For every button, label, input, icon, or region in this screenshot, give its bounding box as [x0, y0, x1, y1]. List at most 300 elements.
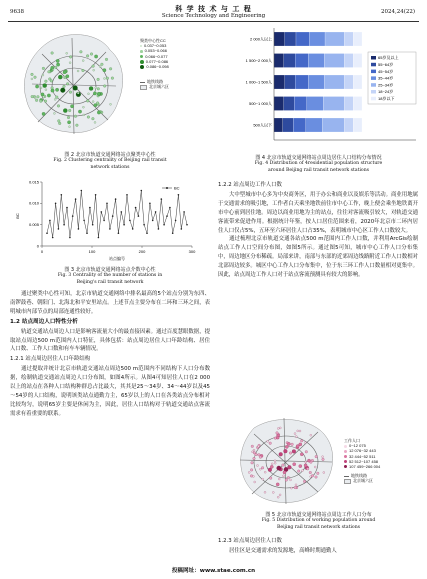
station-node: [97, 87, 100, 90]
fig5-legend-swatch: [344, 460, 347, 463]
station-node: [306, 468, 309, 471]
fig4-legend-swatch: [371, 97, 376, 101]
fig3-point: [166, 215, 168, 217]
fig3-point: [83, 220, 85, 222]
station-node: [300, 440, 303, 443]
station-node: [82, 106, 84, 108]
station-node: [92, 65, 95, 68]
station-node: [58, 122, 61, 125]
station-node: [34, 97, 36, 99]
fig3-point: [123, 224, 125, 226]
station-node: [248, 471, 250, 473]
station-node: [300, 453, 303, 456]
fig3-point: [169, 207, 171, 209]
fig5-legend-title: 工作人口: [344, 438, 360, 443]
station-node: [315, 455, 318, 458]
station-node: [279, 494, 281, 496]
fig3-point: [121, 211, 123, 213]
station-node: [315, 476, 318, 479]
station-node: [297, 430, 299, 432]
station-node: [43, 84, 47, 88]
station-node: [267, 440, 269, 442]
station-node: [307, 459, 310, 462]
station-node: [284, 449, 288, 453]
fig5-legend-label: 52 512~107 458: [349, 458, 379, 464]
fig4-bar-segment: [283, 118, 294, 132]
section-1-2-2-heading: 1.2.2 站点周边工作人口数: [218, 182, 282, 188]
station-node: [89, 86, 93, 90]
fig3-point: [149, 203, 151, 205]
station-node: [294, 486, 297, 489]
right-column-tail: [218, 536, 418, 556]
station-node: [297, 470, 300, 473]
station-node: [285, 479, 288, 482]
station-node: [257, 465, 259, 467]
station-node: [285, 445, 288, 448]
fig3-xtick-label: 300: [188, 249, 196, 254]
station-node: [274, 460, 276, 462]
fig3-point: [49, 220, 51, 222]
station-node: [274, 462, 276, 464]
station-node: [110, 103, 112, 105]
station-node: [277, 466, 281, 470]
right-para-1: 大中型城市中心多为中央商务区，用于办公和商业以及娱乐等活动。商业用地属于交通需求的吸引地，工作者白天乘坐地铁前往市中心工作，晚上便会乘坐地铁离开市中心前到居住地。周边以商业用地为主的站点，往往对客流吸引较大，对轨道交通客流带来促进作用。根据统计年鉴，按人口居住范围来看，2020年北京市二环内居住人口仅占5%，五环至六环居住人口占35%，表明城市中心区工作人口数较大。: [218, 191, 418, 234]
station-node: [42, 96, 44, 98]
fig4-legend-label: 18~24岁: [378, 89, 394, 95]
fig4-bar-segment: [308, 75, 324, 89]
fig3-xlabel: 站点编号: [109, 256, 125, 261]
fig4-legend-swatch: [371, 70, 376, 74]
station-node: [31, 73, 34, 76]
station-node: [35, 99, 38, 102]
right-para-3: 居住区是交通需求的发源地，高峰时期通勤人: [229, 547, 337, 554]
fig2-legend-label: 0.053~0.066: [144, 48, 167, 54]
fig5-map: [226, 410, 346, 510]
station-node: [37, 95, 40, 98]
fig3-point: [78, 228, 80, 230]
station-node: [51, 66, 54, 69]
fig4-legend-label: 55~64岁: [378, 62, 394, 67]
station-node: [282, 464, 285, 467]
fig4-legend-swatch: [371, 63, 376, 67]
fig4-legend-label: 25~34岁: [378, 82, 394, 88]
station-node: [264, 491, 266, 493]
station-node: [290, 487, 292, 489]
right-para-2: 通过梳理北京市轨道交通各站点500 m范围内工作人口数，并利用ArcGis绘制站点工作人口空间分布图，如图5所示。通过图5可知，城市中心工作人口分布集中，周边地区分布稀疏。局部来讲，南部与东部的近郊周边线路附近工作人口数相对北部周边较多。城区中心工作人口分布集中，位于东三环工作人口数量相对更集中。因此，站点周边工作人口对于站点客流预测具有较大的影响。: [218, 236, 418, 279]
fig2-legend-swatch: [140, 45, 142, 47]
station-node: [55, 88, 58, 91]
station-node: [57, 105, 60, 108]
fig3-point: [135, 207, 137, 209]
fig3-caption-en-2: Beijing's rail transit network: [76, 280, 144, 285]
fig4-legend-label: 45~54岁: [378, 68, 394, 74]
header-rule: [8, 21, 419, 22]
station-node: [94, 55, 97, 58]
fig4-bar-segment: [274, 32, 285, 46]
fig4-bar-segment: [344, 54, 353, 68]
fig3-point: [126, 194, 128, 196]
station-node: [269, 442, 272, 445]
station-node: [323, 472, 325, 474]
fig2-legend-line: 地铁线路: [140, 79, 212, 84]
station-node: [295, 436, 297, 438]
fig3-point: [86, 232, 88, 234]
fig4-bar-segment: [274, 54, 284, 68]
fig3-point: [129, 220, 131, 222]
station-node: [261, 467, 264, 470]
station-node: [50, 80, 53, 83]
fig3-xtick-label: 0: [40, 249, 44, 254]
station-node: [69, 56, 72, 59]
fig3-point: [172, 232, 174, 234]
station-node: [278, 478, 280, 480]
station-node: [251, 445, 254, 448]
station-node: [310, 434, 312, 436]
station-node: [67, 116, 70, 119]
station-node: [287, 442, 290, 445]
station-node: [58, 75, 62, 79]
fig3-ytick-label: 0: [36, 243, 39, 249]
fig4-bar-segment: [293, 118, 305, 132]
station-node: [104, 78, 106, 80]
fig4-legend-swatch: [371, 83, 376, 87]
fig3-ytick-label: 0.010: [28, 200, 39, 206]
station-node: [56, 63, 59, 66]
station-node: [103, 69, 106, 72]
station-node: [87, 116, 90, 119]
fig3-ytick-label: 0.005: [28, 222, 39, 228]
fig2-legend-swatch: [140, 55, 143, 58]
fig4-category-label: 1 500~2 000人: [245, 58, 272, 63]
station-node: [322, 458, 325, 461]
fig3-point: [58, 228, 60, 230]
fig3-point: [98, 237, 100, 239]
fig5-legend-items: [344, 443, 416, 469]
station-node: [82, 69, 85, 72]
station-node: [66, 52, 68, 54]
station-node: [96, 102, 99, 105]
fig4-bar-segment: [274, 118, 283, 132]
station-node: [299, 465, 302, 468]
station-node: [279, 427, 281, 429]
station-node: [80, 50, 83, 53]
station-node: [92, 101, 94, 103]
fig4-caption-en-2: around Beijing rail transit network stations: [267, 168, 370, 173]
station-node: [304, 442, 306, 444]
fig5-legend-label: 0~12 075: [349, 443, 366, 449]
station-node: [40, 87, 42, 89]
station-node: [103, 85, 106, 88]
station-node: [63, 85, 66, 88]
fig3-point: [138, 215, 140, 217]
fig3-point: [81, 190, 83, 192]
fig2-legend-swatch: [140, 65, 144, 69]
station-node: [305, 461, 307, 463]
station-node: [314, 466, 316, 468]
fig5-legend-swatch: [344, 465, 347, 468]
station-node: [42, 74, 44, 76]
fig2-legend: [140, 38, 212, 90]
station-node: [269, 477, 272, 480]
fig4-bar-segment: [284, 54, 295, 68]
fig4-bar-segment: [353, 32, 362, 46]
station-node: [60, 88, 65, 93]
station-node: [295, 484, 297, 486]
fig4-bar-segment: [308, 54, 324, 68]
fig3-point: [118, 232, 120, 234]
station-node: [252, 451, 254, 453]
fig4-bar-segment: [285, 75, 296, 89]
fig3-point: [115, 198, 117, 200]
station-node: [66, 82, 69, 85]
station-node: [296, 445, 299, 448]
station-node: [287, 476, 290, 479]
station-node: [47, 94, 50, 97]
station-node: [86, 55, 89, 58]
page-number: 9638: [10, 9, 24, 15]
fig4-bar-segment: [296, 32, 309, 46]
station-node: [74, 115, 77, 118]
journal-title-cn: 科 学 技 术 与 工 程: [175, 4, 252, 13]
fig3-point: [181, 228, 183, 230]
station-node: [31, 78, 33, 80]
fig3-point: [55, 203, 57, 205]
fig4-bar-segment: [344, 118, 353, 132]
fig5-legend-label: 107 459~266 004: [349, 464, 381, 470]
fig3-point: [103, 220, 105, 222]
fig4-bar-segment: [344, 75, 353, 89]
fig5-legend-region: 北京城六区: [344, 478, 416, 483]
left-para-1: 通过聚类中心性可知，北京市轨道交通网络中排名最高的5个站点分别为东四、南锣鼓巷、朝阳门、北海北和平安里站点。上述节点主要分布在二环和三环之间，表明城市内部节点的局部连通性较好。: [10, 291, 210, 315]
station-node: [288, 465, 292, 469]
fig3-point: [112, 215, 114, 217]
station-node: [63, 109, 67, 113]
station-node: [299, 430, 301, 432]
figure-2: [12, 26, 212, 151]
station-node: [270, 465, 273, 468]
station-node: [54, 66, 57, 69]
station-node: [99, 66, 101, 68]
fig2-legend-label: 0.037~0.053: [144, 43, 167, 49]
station-node: [68, 109, 71, 112]
station-node: [88, 93, 90, 95]
left-para-3: 通过提取并统计北京市轨道交通站点周边500 m范围内不同结构下人口分布数据，绘制轨道交通站点周边人口分布图，如图4所示。从图4可知居住人口在2 000以上的站点在各种人口结构种群总占比最大，其其是25～34岁、34～44岁以及45～54岁的人口结构，说明该类站点通勤力主，65岁以上的人口在各类站点分布相对比较均匀，说明65岁主要是休闲为主，因此，居住人口结构对于轨道交通站点客流需求有着重要的联系。: [10, 366, 210, 417]
fig5-legend-line: 地铁线路: [344, 473, 416, 478]
fig4-legend-swatch: [371, 56, 376, 60]
fig4-bar-segment: [307, 97, 324, 111]
station-node: [70, 105, 73, 108]
fig3-point: [101, 211, 103, 213]
fig3-point: [63, 224, 65, 226]
station-node: [283, 471, 286, 474]
fig4-legend-swatch: [371, 76, 376, 80]
fig2-caption-en-1: Fig. 2 Clustering centrality of Beijing rail transit: [53, 158, 167, 163]
fig4-caption-en-1: Fig. 4 Distribution of 4residential population structure: [254, 161, 383, 166]
station-node: [31, 95, 34, 98]
fig3-point: [89, 207, 91, 209]
station-node: [86, 100, 89, 103]
fig3-point: [69, 237, 71, 239]
fig3-legend-label: BC: [174, 185, 180, 191]
fig3-point: [143, 224, 145, 226]
fig3-point: [72, 215, 74, 217]
fig3-point: [175, 220, 177, 222]
station-node: [90, 53, 93, 56]
fig4-bar-segment: [274, 97, 284, 111]
station-node: [276, 432, 279, 435]
fig2-map: [12, 26, 137, 146]
station-node: [82, 60, 84, 62]
figure-3-chart: [12, 176, 202, 264]
fig4-legend-swatch: [371, 90, 376, 94]
fig2-caption-en-2: network stations: [90, 165, 130, 170]
fig4-legend-label: 18岁以下: [378, 96, 395, 101]
left-para-2: 轨道交通站点周边人口是影响客流量大小的最直接因素。通过百度慧眼数据，提取站点周边500 m范围内人口特征，具体包括：站点周边居住人口年龄结构、居住人口数、工作人口数和有车车辆情况。: [10, 328, 210, 353]
station-node: [292, 450, 296, 454]
fig3-point: [163, 224, 165, 226]
issue-info: 2024,24(22): [380, 9, 415, 15]
fig3-caption-cn: 图 3 北京市轨道交通网络站点介数中心性: [64, 267, 156, 273]
station-node: [105, 58, 108, 61]
fig3-point: [186, 224, 188, 226]
station-node: [111, 77, 114, 80]
fig3-point: [106, 203, 108, 205]
fig3-point: [178, 194, 180, 196]
station-node: [56, 59, 59, 62]
fig3-point: [146, 232, 148, 234]
fig4-bar-segment: [353, 97, 362, 111]
fig2-legend-label: 0.086~0.098: [146, 64, 169, 70]
fig3-point: [183, 211, 185, 213]
station-node: [45, 80, 48, 83]
station-node: [97, 92, 100, 95]
fig3-point: [161, 198, 163, 200]
fig4-bar-segment: [309, 32, 325, 46]
station-node: [67, 121, 70, 124]
station-node: [264, 471, 266, 473]
station-node: [97, 78, 100, 81]
station-node: [279, 452, 283, 456]
fig2-legend-label: 0.077~0.086: [145, 58, 169, 64]
station-node: [305, 451, 308, 454]
station-node: [289, 452, 292, 455]
fig3-point: [95, 194, 97, 196]
station-node: [268, 468, 272, 472]
station-node: [106, 77, 109, 80]
station-node: [94, 121, 96, 123]
fig3-point: [66, 207, 68, 209]
station-node: [277, 496, 279, 498]
station-node: [69, 126, 71, 128]
fig3-ytick-label: 0.015: [28, 179, 39, 185]
fig5-legend: [344, 438, 416, 484]
left-column-text: [10, 290, 210, 419]
station-node: [41, 93, 44, 96]
station-node: [69, 62, 71, 64]
station-node: [277, 428, 279, 430]
fig2-legend-items: [140, 43, 212, 69]
fig3-point: [155, 211, 157, 213]
station-node: [76, 124, 79, 127]
station-node: [51, 89, 54, 92]
fig2-legend-item: [140, 64, 212, 69]
fig3-point: [152, 220, 154, 222]
fig4-bar-segment: [285, 32, 296, 46]
fig4-bar-segment: [353, 118, 362, 132]
station-node: [291, 443, 294, 446]
station-node: [93, 92, 96, 95]
fig5-caption-cn: 图 5 北京市轨道交通网络站点周边工作人口分布: [265, 512, 372, 518]
station-node: [255, 453, 258, 456]
station-node: [293, 463, 296, 466]
fig4-caption-cn: 图 4 北京市轨道交通网络站点周边居住人口结构分布情况: [255, 155, 382, 161]
fig4-legend-label: 65岁及以上: [378, 55, 399, 61]
fig2-legend-label: 0.066~0.077: [145, 53, 168, 59]
station-node: [259, 468, 261, 470]
fig3-point: [158, 228, 160, 230]
fig4-bar-segment: [284, 97, 295, 111]
section-1-2-3-heading: 1.2.3 站点周边居住人口数: [218, 538, 282, 544]
fig2-legend-title: 聚类中心性CC: [140, 38, 166, 43]
fig5-legend-item: [344, 464, 416, 469]
station-node: [253, 449, 255, 451]
station-node: [290, 479, 292, 481]
station-node: [92, 117, 95, 120]
station-node: [303, 480, 306, 483]
station-node: [253, 457, 256, 460]
station-node: [252, 475, 254, 477]
fig4-bar-segment: [344, 32, 353, 46]
fig3-point: [75, 198, 77, 200]
fig3-point: [46, 232, 48, 234]
section-1-2-1-heading: 1.2.1 站点周边居住人口年龄结构: [10, 356, 91, 363]
station-node: [283, 475, 285, 477]
fig3-point: [141, 190, 143, 192]
station-node: [272, 491, 274, 493]
station-node: [271, 463, 273, 465]
station-node: [35, 85, 38, 88]
fig3-caption-en-1: Fig. 3 Centrality of the number of stations in: [57, 273, 163, 278]
station-node: [42, 67, 45, 70]
fig3-point: [61, 194, 63, 196]
fig3-point: [132, 228, 134, 230]
station-node: [57, 120, 60, 123]
station-node: [83, 114, 85, 116]
station-node: [73, 86, 78, 91]
fig4-bar-segment: [274, 75, 285, 89]
footer-url[interactable]: 投稿网址：www.stae.com.cn: [171, 568, 256, 574]
station-node: [77, 92, 79, 94]
station-node: [258, 454, 261, 457]
fig5-caption-en-2: Beijing rail transit network stations: [276, 525, 361, 530]
station-node: [94, 104, 97, 107]
station-node: [276, 436, 279, 439]
fig5-legend-swatch: [344, 445, 347, 448]
station-node: [54, 98, 56, 100]
station-node: [39, 100, 42, 103]
station-node: [63, 76, 65, 78]
station-node: [69, 91, 72, 94]
fig4-bar-segment: [353, 75, 362, 89]
figure-4-chart: [216, 24, 421, 152]
station-node: [44, 100, 47, 103]
fig3-series-bc: [47, 191, 187, 238]
station-node: [53, 112, 55, 114]
station-node: [45, 89, 47, 91]
fig3-point: [92, 224, 94, 226]
fig3-point: [109, 228, 111, 230]
station-node: [250, 469, 253, 472]
